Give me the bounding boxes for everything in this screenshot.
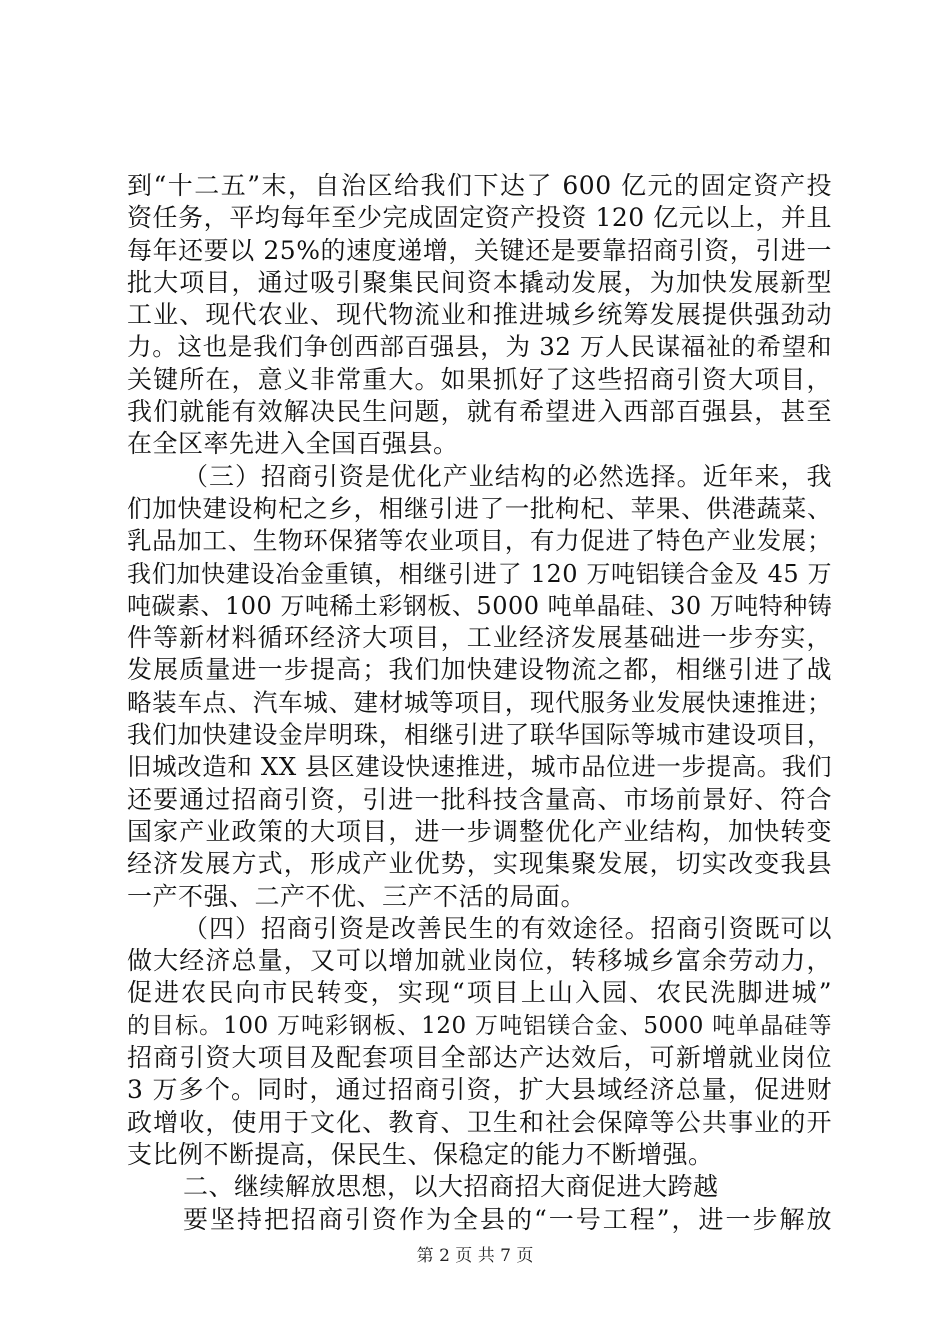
text-line: 的目标。100 万吨彩钢板、120 万吨铝镁合金、5000 吨单晶硅等 [127, 1012, 832, 1039]
text-line: 我们就能有效解决民生问题，就有希望进入西部百强县，甚至 [127, 397, 832, 427]
text-line: 乳品加工、生物环保猪等农业项目，有力促进了特色产业发展； [127, 526, 832, 556]
text-line: 略装车点、汽车城、建材城等项目，现代服务业发展快速推进； [127, 687, 832, 717]
text-line: 批大项目，通过吸引聚集民间资本撬动发展，为加快发展新型 [127, 267, 832, 297]
text-line: 我们加快建设金岸明珠，相继引进了联华国际等城市建设项目， [127, 720, 832, 750]
text-line: 支比例不断提高，保民生、保稳定的能力不断增强。 [127, 1139, 714, 1169]
text-line: 3 万多个。同时，通过招商引资，扩大县域经济总量，促进财 [127, 1075, 832, 1105]
text-line: 发展质量进一步提高；我们加快建设物流之都，相继引进了战 [127, 655, 832, 685]
text-line: 国家产业政策的大项目，进一步调整优化产业结构，加快转变 [127, 816, 832, 846]
section-heading-3: （三）招商引资是优化产业结构的必然选择。近年来，我 [183, 461, 832, 491]
text-line: 要坚持把招商引资作为全县的“一号工程”，进一步解放 [183, 1204, 832, 1234]
text-line: 做大经济总量，又可以增加就业岗位，转移城乡富余劳动力， [127, 946, 832, 976]
text-line: 招商引资大项目及配套项目全部达产达效后，可新增就业岗位 [127, 1043, 832, 1073]
section-heading-4: （四）招商引资是改善民生的有效途径。招商引资既可以 [183, 913, 832, 943]
text-line: 旧城改造和 XX 县区建设快速推进，城市品位进一步提高。我们 [127, 752, 832, 782]
text-line: 经济发展方式，形成产业优势，实现集聚发展，切实改变我县 [127, 849, 832, 879]
text-line: 资任务，平均每年至少完成固定资产投资 120 亿元以上，并且 [127, 203, 832, 233]
text-line: 促进农民向市民转变，实现“项目上山入园、农民洗脚进城” [127, 978, 832, 1008]
text-line: 力。这也是我们争创西部百强县，为 32 万人民谋福祉的希望和 [127, 332, 832, 362]
text-line: 一产不强、二产不优、三产不活的局面。 [127, 881, 587, 911]
text-line: 我们加快建设冶金重镇，相继引进了 120 万吨铝镁合金及 45 万 [127, 559, 832, 588]
text-line: 件等新材料循环经济大项目，工业经济发展基础进一步夯实， [127, 623, 832, 653]
text-line: 还要通过招商引资，引进一批科技含量高、市场前景好、符合 [127, 784, 832, 814]
text-line: 关键所在，意义非常重大。如果抓好了这些招商引资大项目， [127, 364, 832, 394]
text-line: 们加快建设枸杞之乡，相继引进了一批枸杞、苹果、供港蔬菜、 [127, 493, 832, 523]
text-line: 在全区率先进入全国百强县。 [127, 429, 459, 459]
chapter-heading: 二、继续解放思想，以大招商招大商促进大跨越 [183, 1172, 719, 1202]
text-line: 到“十二五”末，自治区给我们下达了 600 亿元的固定资产投 [127, 171, 832, 200]
text-line: 工业、现代农业、现代物流业和推进城乡统筹发展提供强劲动 [127, 300, 832, 330]
text-line: 每年还要以 25%的速度递增，关键还是要靠招商引资，引进一 [127, 235, 832, 265]
text-line: 吨碳素、100 万吨稀土彩钢板、5000 吨单晶硅、30 万吨特种铸 [127, 591, 833, 620]
text-line: 政增收，使用于文化、教育、卫生和社会保障等公共事业的开 [127, 1107, 832, 1137]
body-text [127, 170, 832, 1236]
page-footer: 第 2 页 共 7 页 [416, 1246, 534, 1266]
